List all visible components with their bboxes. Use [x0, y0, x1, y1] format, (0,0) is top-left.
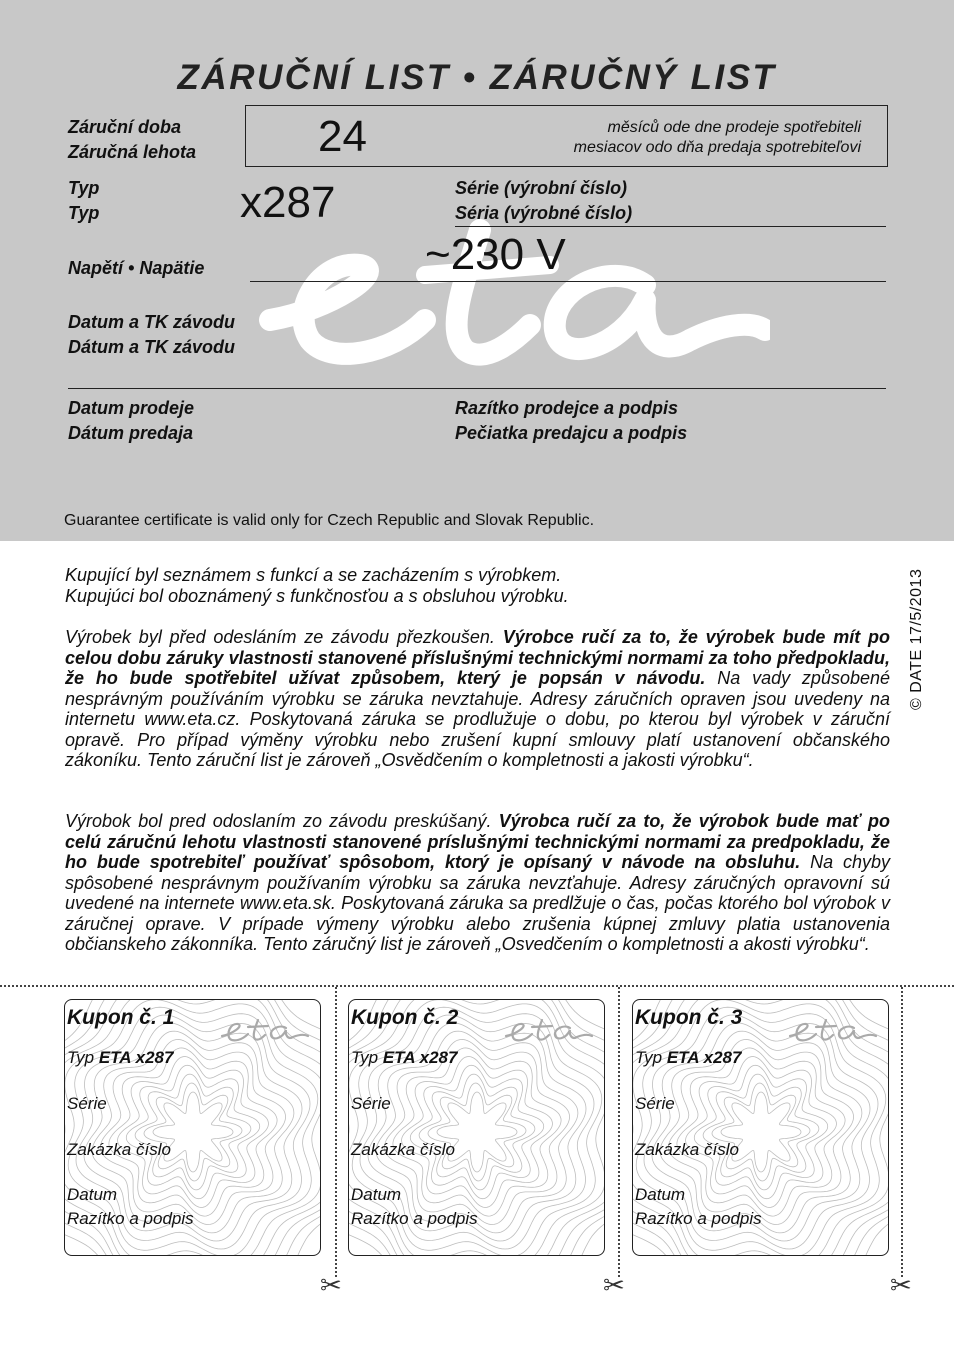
- coupon-title: Kupon č. 3: [635, 1006, 743, 1029]
- warranty-unit: [574, 118, 861, 158]
- intro-text: [65, 565, 890, 606]
- serial-label-sk: Séria (výrobné číslo): [455, 203, 633, 223]
- warranty-label: [68, 115, 196, 165]
- warranty-box: [245, 105, 888, 167]
- terms-cz-part-c: Na vady způsobené nesprávným používáním výrobku se záruka nevztahuje. Adresy záručních opraven jsou uvedeny na internetu www.eta.cz. Poskytovaná záruka se prodlužuje o dobu, po kterou byl výrobek v záruční opravě. Pro případ výměny výrobku nebo zrušení kupní smlouvy platí ustanovení občanského zákoníku. Tento záruční list je zároveň „Osvědčením o kompletnosti a jakosti výrobku“.: [65, 668, 891, 770]
- coupon-stamp-label: Razítko a podpis: [351, 1209, 478, 1228]
- terms-sk: [65, 811, 890, 955]
- cut-line-horizontal: [0, 985, 954, 987]
- coupon-title: Kupon č. 1: [67, 1006, 175, 1029]
- terms-sk-bold: Výrobca ručí za to, že výrobok bude mať po celú záručnú lehotu vlastnosti stanovené príslušnými technickými normami za predpokladu, že ho bude spotrebiteľ používať spôsobom, ktorý je opísaný v návode na obsluhu.: [65, 811, 890, 872]
- intro-cz: Kupující byl seznámem s funkcí a se zacházením s výrobkem.: [65, 565, 562, 585]
- coupon-title: Kupon č. 2: [351, 1006, 459, 1029]
- coupon-date-label: Datum: [351, 1185, 402, 1204]
- voltage-line: [250, 281, 886, 282]
- coupon-1: [64, 999, 321, 1256]
- coupon-date-label: Datum: [635, 1185, 686, 1204]
- warranty-unit-cz: měsíců ode dne prodeje spotřebiteli: [607, 119, 861, 136]
- sale-date-label-cz: Datum prodeje: [68, 398, 195, 418]
- coupon-2: [348, 999, 605, 1256]
- warranty-unit-sk: mesiacov odo dňa predaja spotrebiteľovi: [573, 139, 861, 156]
- side-date: © DATE 17/5/2013: [908, 568, 925, 710]
- coupon-type: [67, 1046, 173, 1070]
- terms-cz-bold: Výrobce ručí za to, že výrobek bude mít po celou dobu záruky vlastnosti stanovené příslušnými technickými normami za toho předpokladu, že ho bude spotřebitel užívat způsobem, který je popsán v návodu.: [65, 627, 890, 688]
- coupon-order-label: Zakázka číslo: [351, 1140, 455, 1159]
- eta-logo-small: [788, 1014, 878, 1044]
- seller-stamp-label-sk: Pečiatka predajcu a podpis: [455, 423, 688, 443]
- seller-stamp-label-cz: Razítko prodejce a podpis: [455, 398, 679, 418]
- serial-label-cz: Série (výrobní číslo): [455, 178, 628, 198]
- cut-line-vertical-3: [901, 987, 903, 1277]
- terms-cz-part-a: Výrobek byl před odesláním ze závodu přezkoušen.: [65, 627, 503, 647]
- serial-label: [455, 176, 632, 226]
- eta-logo-small: [220, 1014, 310, 1044]
- scissors-icon: ✂: [603, 1270, 625, 1300]
- terms-sk-part-a: Výrobok bol pred odoslaním zo závodu preskúšaný.: [65, 811, 499, 831]
- intro-sk: Kupujúci bol oboznámený s funkčnosťou a s obsluhou výrobku.: [65, 585, 569, 606]
- coupon-type-label: Typ: [67, 1048, 99, 1067]
- cut-line-vertical-2: [618, 987, 620, 1277]
- coupon-date-label: Datum: [67, 1185, 118, 1204]
- terms-sk-part-c: Na chyby spôsobené nesprávnym používaním výrobku sa záruka nevzťahuje. Adresy záručných opravovní sú uvedené na internete www.eta.sk. Poskytovaná záruka sa predlžuje o čas, počas ktorého bol výrobok v záručnej oprave. V prípade výmeny výrobku alebo zrušenia kúpnej zmluvy platia ustanovenia občianskeho zákonníka. Tento záručný list je zároveň „Osvedčením o kompletnosti a akosti výrobku“.: [65, 852, 890, 954]
- coupon-type-label: Typ: [351, 1048, 383, 1067]
- coupon-type: [351, 1046, 457, 1070]
- coupon-stamp-label: Razítko a podpis: [67, 1209, 194, 1228]
- type-label-cz: Typ: [68, 178, 100, 198]
- warranty-header-block: [0, 0, 954, 541]
- type-label-sk: Typ: [68, 203, 100, 223]
- factory-date-label-cz: Datum a TK závodu: [68, 312, 236, 332]
- eta-logo-small: [504, 1014, 594, 1044]
- coupon-type-value: ETA x287: [666, 1048, 742, 1067]
- type-value: x287: [240, 178, 336, 227]
- cut-line-vertical-1: [335, 987, 337, 1277]
- coupon-serie-label: Série: [351, 1094, 391, 1113]
- scissors-icon: ✂: [890, 1270, 912, 1300]
- terms-cz: [65, 627, 890, 771]
- coupon-order-label: Zakázka číslo: [635, 1140, 739, 1159]
- coupon-3: [632, 999, 889, 1256]
- guarantee-note: Guarantee certificate is valid only for Czech Republic and Slovak Republic.: [64, 512, 595, 529]
- seller-stamp-label: [455, 396, 687, 446]
- coupon-serie-label: Série: [67, 1094, 107, 1113]
- sale-date-label-sk: Dátum predaja: [68, 423, 194, 443]
- warranty-label-sk: Záručná lehota: [68, 142, 197, 162]
- coupon-type-label: Typ: [635, 1048, 667, 1067]
- coupon-type-value: ETA x287: [382, 1048, 458, 1067]
- scissors-icon: ✂: [320, 1270, 342, 1300]
- warranty-months-value: 24: [318, 112, 367, 161]
- warranty-label-cz: Záruční doba: [68, 117, 182, 137]
- page-title: ZÁRUČNÍ LIST • ZÁRUČNÝ LIST: [177, 58, 777, 97]
- type-label: [68, 176, 99, 226]
- factory-date-label-sk: Dátum a TK závodu: [68, 337, 236, 357]
- coupon-type: [635, 1046, 741, 1070]
- factory-date-line: [68, 388, 886, 389]
- coupon-type-value: ETA x287: [98, 1048, 174, 1067]
- coupon-order-label: Zakázka číslo: [67, 1140, 171, 1159]
- voltage-label: Napětí • Napätie: [68, 258, 205, 278]
- sale-date-label: [68, 396, 194, 446]
- coupon-serie-label: Série: [635, 1094, 675, 1113]
- factory-date-label: [68, 310, 235, 360]
- voltage-value: ~230 V: [425, 230, 566, 279]
- serial-line: [455, 226, 886, 227]
- coupon-stamp-label: Razítko a podpis: [635, 1209, 762, 1228]
